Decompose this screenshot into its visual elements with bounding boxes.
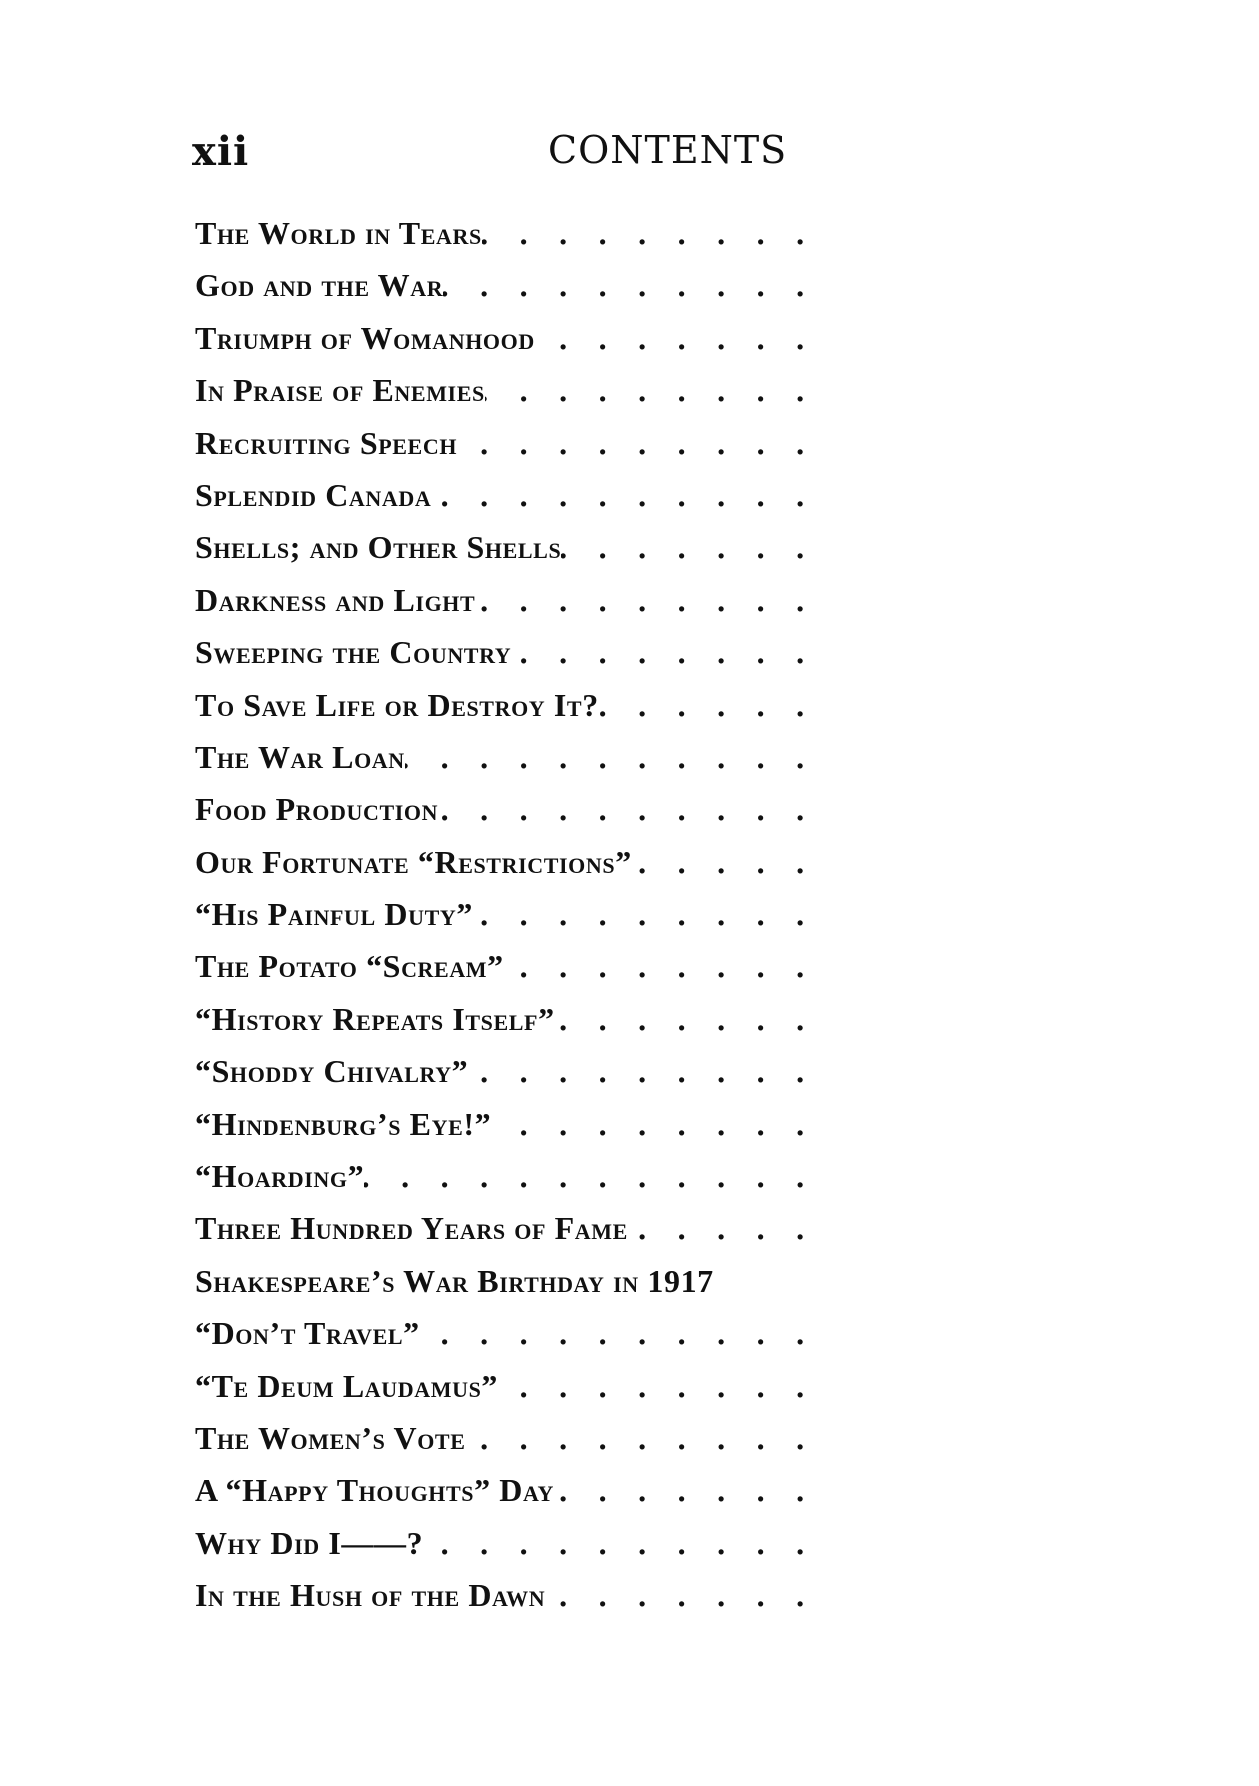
running-title: CONTENTS <box>548 128 788 172</box>
toc-dot-leader <box>420 1318 815 1351</box>
toc-dot-leader <box>473 899 815 932</box>
toc-dot-leader <box>555 1004 815 1037</box>
toc-entry-title: Why Did I——? <box>195 1524 424 1561</box>
toc-entry-title: Our Fortunate “Restrictions” <box>195 843 632 880</box>
toc-entry-title: “Don’t Travel” <box>195 1315 420 1352</box>
toc-entry <box>195 948 815 1000</box>
toc-entry <box>195 1210 815 1262</box>
toc-dot-leader <box>457 428 815 461</box>
toc-entry <box>195 896 815 948</box>
toc-entry-title: Shakespeare’s War Birthday in 1917 <box>195 1262 714 1299</box>
toc-dot-leader <box>468 1056 815 1089</box>
toc-entry-title: “Shoddy Chivalry” <box>195 1053 469 1090</box>
toc-dot-leader <box>438 794 815 827</box>
toc-entry-title: Food Production <box>195 791 439 828</box>
toc-dot-leader <box>628 1213 815 1246</box>
toc-entry-title: The Potato “Scream” <box>195 948 504 985</box>
toc-entry <box>195 1368 815 1420</box>
toc-dot-leader <box>431 480 815 513</box>
toc-entry <box>195 477 815 529</box>
toc-entry <box>195 1525 815 1577</box>
toc-entry-title: “Hoarding” <box>195 1158 365 1195</box>
toc-entry <box>195 1577 815 1629</box>
toc-dot-leader <box>504 951 815 984</box>
toc-entry <box>195 1472 815 1524</box>
toc-entry <box>195 739 815 791</box>
toc-entry <box>195 634 815 686</box>
toc-dot-leader <box>599 690 815 723</box>
toc-entry-title: Shells; and Other Shells <box>195 529 562 566</box>
toc-entry <box>195 582 815 634</box>
toc-dot-leader <box>482 218 815 251</box>
toc-entry-title: The War Loan <box>195 738 405 775</box>
toc-entry <box>195 844 815 896</box>
toc-entry <box>195 687 815 739</box>
toc-entry <box>195 1106 815 1158</box>
toc-entry-title: A “Happy Thoughts” Day <box>195 1472 554 1509</box>
toc-dot-leader <box>491 1109 815 1142</box>
toc-entry <box>195 267 815 319</box>
toc-entry <box>195 372 815 424</box>
toc-dot-leader <box>443 270 815 303</box>
toc-entry <box>195 320 815 372</box>
toc-dot-leader <box>364 1161 815 1194</box>
toc-dot-leader <box>475 585 815 618</box>
toc-entry-title: Darkness and Light <box>195 581 476 618</box>
toc-entry-title: Triumph of Womanhood <box>195 319 535 356</box>
toc-entry-title: “Hindenburg’s Eye!” <box>195 1105 492 1142</box>
toc-dot-leader <box>632 847 815 880</box>
toc-dot-leader <box>545 1580 815 1613</box>
toc-entry <box>195 1315 815 1367</box>
toc-entry <box>195 215 815 267</box>
toc-entry-title: Recruiting Speech <box>195 424 458 461</box>
table-of-contents <box>195 215 815 1630</box>
toc-dot-leader <box>554 1475 815 1508</box>
toc-entry <box>195 791 815 843</box>
toc-entry <box>195 1420 815 1472</box>
toc-entry-title: Splendid Canada <box>195 476 432 513</box>
toc-entry <box>195 1001 815 1053</box>
toc-entry-title: In the Hush of the Dawn <box>195 1577 546 1614</box>
toc-dot-leader <box>561 532 815 565</box>
toc-dot-leader <box>485 375 815 408</box>
toc-entry <box>195 1158 815 1210</box>
toc-entry-title: God and the War <box>195 267 444 304</box>
toc-entry-title: To Save Life or Destroy It? <box>195 686 599 723</box>
toc-entry <box>195 425 815 477</box>
page-number: xii <box>192 128 250 175</box>
toc-entry <box>195 529 815 581</box>
toc-entry <box>195 1263 815 1315</box>
toc-dot-leader <box>511 637 815 670</box>
toc-dot-leader <box>535 323 815 356</box>
toc-entry-title: Three Hundred Years of Fame <box>195 1210 628 1247</box>
toc-dot-leader <box>405 742 815 775</box>
toc-entry <box>195 1053 815 1105</box>
toc-entry-title: The World in Tears <box>195 215 482 251</box>
toc-entry-title: “History Repeats Itself” <box>195 1000 555 1037</box>
toc-dot-leader <box>498 1371 815 1404</box>
toc-entry-title: Sweeping the Country <box>195 634 512 671</box>
toc-entry-title: The Women’s Vote <box>195 1419 466 1456</box>
toc-dot-leader <box>423 1528 815 1561</box>
toc-entry-title: In Praise of Enemies <box>195 372 485 409</box>
toc-dot-leader <box>465 1423 815 1456</box>
toc-entry-title: “His Painful Duty” <box>195 896 473 933</box>
toc-entry-title: “Te Deum Laudamus” <box>195 1367 499 1404</box>
